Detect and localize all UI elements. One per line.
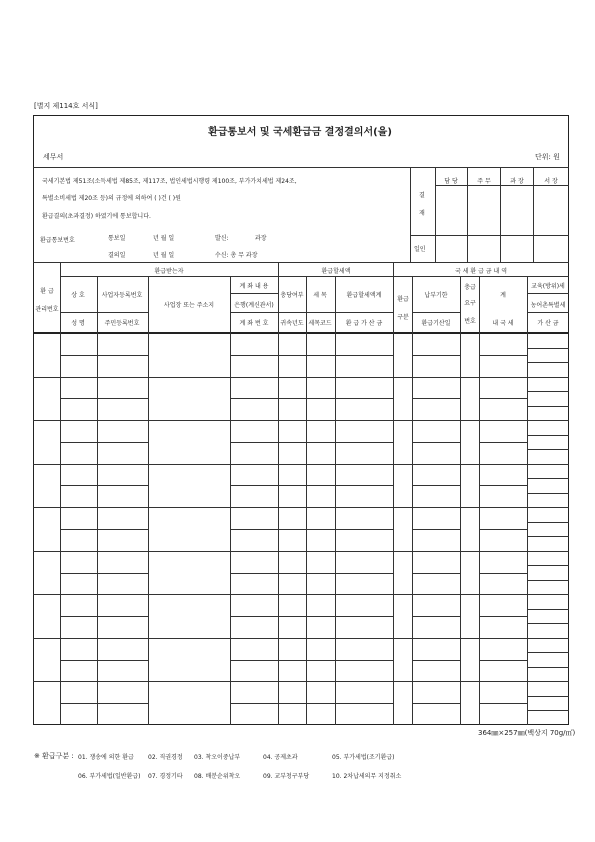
table-row-rule [412, 529, 460, 530]
table-row-rule [527, 449, 569, 450]
table-row-rule [479, 355, 527, 356]
table-row-rule [527, 493, 569, 494]
table-row-rule [527, 652, 569, 653]
table-row-rule [527, 696, 569, 697]
notice-number-label: 환급통보번호 [40, 237, 75, 244]
table-row-rule [527, 536, 569, 537]
resident-no-header: 주민등록번호 [104, 320, 140, 327]
rule [435, 185, 569, 186]
legend-item: 09. 교부청구부당 [263, 773, 310, 780]
legend-item: 04. 공제초과 [263, 754, 298, 761]
table-row-rule [479, 573, 527, 574]
table-row-rule [412, 703, 460, 704]
address-header: 사업장 또는 주소지 [163, 302, 215, 309]
rule [435, 167, 436, 262]
resolution-date-label: 결의일 [108, 252, 126, 259]
rule [230, 312, 278, 313]
table-row-rule [527, 565, 569, 566]
sum-header: 계 [500, 292, 506, 299]
rule [412, 276, 413, 725]
rule [60, 262, 61, 725]
table-row-rule [412, 442, 460, 443]
claim-header-b: 요구 [464, 300, 476, 307]
rule [410, 235, 569, 236]
legend-item: 02. 직권경정 [148, 754, 183, 761]
table-row-rule [527, 580, 569, 581]
table-row-rule [479, 660, 527, 661]
table-row-rule [33, 377, 569, 378]
table-row-rule [33, 681, 569, 682]
legend-item: 01. 쟁송에 의한 환급 [78, 754, 134, 761]
table-row-rule [412, 398, 460, 399]
table-row-rule [60, 529, 148, 530]
table-row-rule [412, 616, 460, 617]
pay-deadline-header: 납부기한 [424, 292, 448, 299]
approval-col-4: 서 장 [544, 178, 558, 185]
table-row-rule [278, 529, 393, 530]
table-row-rule [412, 485, 460, 486]
edu-tax-header: 교육(방위)세 [531, 283, 565, 290]
table-row-rule [527, 435, 569, 436]
trade-name-header: 상 호 [71, 292, 85, 299]
table-row-rule [33, 464, 569, 465]
table-row-rule [278, 398, 393, 399]
legend-prefix: ※ 환급구분 : [34, 752, 74, 760]
table-row-rule [230, 398, 278, 399]
table-row-rule [60, 703, 148, 704]
bank-header: 은행(계신관서) [234, 302, 274, 309]
table-row-rule [412, 355, 460, 356]
table-row-rule [230, 355, 278, 356]
refund-tax-amount-header: 환급할세액계 [346, 292, 382, 299]
approval-label-b: 재 [419, 210, 425, 217]
approval-col-3: 과 장 [510, 178, 524, 185]
rule [278, 262, 279, 725]
table-row-rule [479, 485, 527, 486]
receiver-label: 수신: 총 무 과장 [215, 252, 258, 259]
rule [306, 276, 307, 725]
table-row-rule [527, 623, 569, 624]
body-line-2: 특별소비세법 제20조 등)의 규정에 의하여 ( )건 ( )원 [42, 195, 181, 202]
name-header: 성 명 [71, 320, 85, 327]
rule [230, 276, 231, 725]
table-row-rule [527, 406, 569, 407]
resolution-date-value: 년 월 일 [153, 252, 175, 259]
table-row-rule [33, 420, 569, 421]
tax-code-header: 세목코드 [308, 320, 332, 327]
rule [410, 167, 411, 262]
table-row-rule [60, 616, 148, 617]
table-row-rule [527, 522, 569, 523]
table-row-rule [527, 362, 569, 363]
refund-no-label-b: 관리번호 [35, 306, 59, 313]
table-row-rule [278, 355, 393, 356]
claim-header-c: 번호 [464, 318, 476, 325]
detail-group-header: 국 세 환 급 금 내 역 [454, 268, 508, 275]
table-row-rule [230, 703, 278, 704]
table-row-rule [230, 616, 278, 617]
receiver-group-header: 환급받는자 [154, 268, 184, 275]
rule [467, 167, 468, 262]
table-row-rule [527, 391, 569, 392]
table-row-rule [278, 442, 393, 443]
table-row-rule [527, 609, 569, 610]
rule [97, 276, 98, 725]
legend-item: 03. 착오이중납부 [194, 754, 241, 761]
offset-yn-header: 충당여부 [280, 292, 304, 299]
table-row-rule [479, 442, 527, 443]
rule [412, 312, 460, 313]
approval-col-2: 주 무 [477, 178, 491, 185]
table-row-rule [60, 660, 148, 661]
rule [393, 262, 394, 725]
refund-type-header-a: 환급 [397, 296, 409, 303]
table-row-rule [479, 398, 527, 399]
table-row-rule [278, 485, 393, 486]
legend-item: 10. 2차납세의무 지정취소 [332, 773, 402, 780]
table-row-rule [278, 573, 393, 574]
seal-label: 일인 [414, 246, 426, 253]
biz-no-header: 사업자등록번호 [101, 292, 143, 299]
add-amount-header: 가 산 금 [537, 320, 559, 327]
table-row-rule [527, 478, 569, 479]
tax-office-label: 세무서 [43, 153, 64, 161]
national-tax-header: 내 국 세 [492, 320, 514, 327]
table-row-rule [60, 485, 148, 486]
rule [33, 332, 569, 334]
table-row-rule [527, 348, 569, 349]
offset-group-header: 환급할세액 [321, 268, 351, 275]
sender-dept: 과장 [255, 235, 267, 242]
rule [148, 276, 149, 725]
page-title: 환급통보서 및 국세환급금 결정결의서(을) [208, 127, 392, 138]
table-row-rule [278, 616, 393, 617]
rule [527, 312, 569, 313]
paper-size: 364㎜×257㎜(백상지 70g/㎡) [478, 729, 576, 737]
sender-label: 발신: [215, 235, 229, 242]
report-date-value: 년 월 일 [153, 235, 175, 242]
rule [335, 276, 336, 725]
refund-type-header-b: 구분 [397, 314, 409, 321]
table-row-rule [230, 573, 278, 574]
legend-item: 05. 부가세법(조기환급) [332, 754, 395, 761]
rule [33, 167, 569, 168]
rule [60, 312, 148, 313]
rule [527, 293, 569, 294]
refund-add-amount-header: 환 급 가 산 금 [345, 320, 383, 327]
table-row-rule [278, 703, 393, 704]
table-row-rule [412, 573, 460, 574]
table-row-rule [230, 660, 278, 661]
table-row-rule [412, 660, 460, 661]
legend-item: 07. 경정기타 [148, 773, 183, 780]
table-row-rule [60, 355, 148, 356]
rule [230, 293, 278, 294]
approval-col-1: 담 당 [444, 178, 458, 185]
table-row-rule [33, 551, 569, 552]
table-row-rule [479, 703, 527, 704]
table-row-rule [60, 398, 148, 399]
add-start-header: 환급기산일 [421, 320, 451, 327]
table-row-rule [278, 660, 393, 661]
table-row-rule [60, 442, 148, 443]
legend-item: 06. 부가세법(일반환급) [78, 773, 141, 780]
form-label: [별지 제114호 서식] [34, 102, 98, 110]
table-row-rule [33, 507, 569, 508]
table-row-rule [230, 529, 278, 530]
claim-header-a: 충급 [464, 284, 476, 291]
table-row-rule [479, 616, 527, 617]
table-row-rule [60, 573, 148, 574]
rule [33, 262, 569, 263]
body-line-3: 환급결의(초과결정) 하였기에 통보합니다. [42, 213, 151, 220]
unit-label: 단위: 원 [535, 153, 560, 161]
approval-label-a: 결 [419, 192, 425, 199]
table-row-rule [230, 485, 278, 486]
account-info-header: 계 좌 내 용 [239, 283, 269, 290]
rule [500, 167, 501, 262]
table-row-rule [527, 710, 569, 711]
rule [60, 276, 569, 277]
report-date-label: 통보일 [108, 235, 126, 242]
account-no-header: 계 좌 번 호 [239, 320, 269, 327]
rural-tax-header: 농어촌특별세 [530, 302, 566, 309]
rule [527, 276, 528, 725]
body-line-1: 국세기본법 제51조(소득세법 제85조, 제117조, 법인세법시행령 제100조, 부가가치세법 제24조, [42, 178, 297, 185]
table-row-rule [479, 529, 527, 530]
tax-item-header: 세 목 [313, 292, 327, 299]
rule [460, 276, 461, 725]
table-row-rule [33, 594, 569, 595]
legend-item: 08. 배분순위착오 [194, 773, 241, 780]
table-row-rule [527, 667, 569, 668]
rule [533, 167, 534, 262]
rule [479, 276, 480, 725]
belong-year-header: 귀속년도 [280, 320, 304, 327]
table-row-rule [33, 638, 569, 639]
refund-no-label-a: 환 급 [40, 288, 54, 295]
table-row-rule [230, 442, 278, 443]
